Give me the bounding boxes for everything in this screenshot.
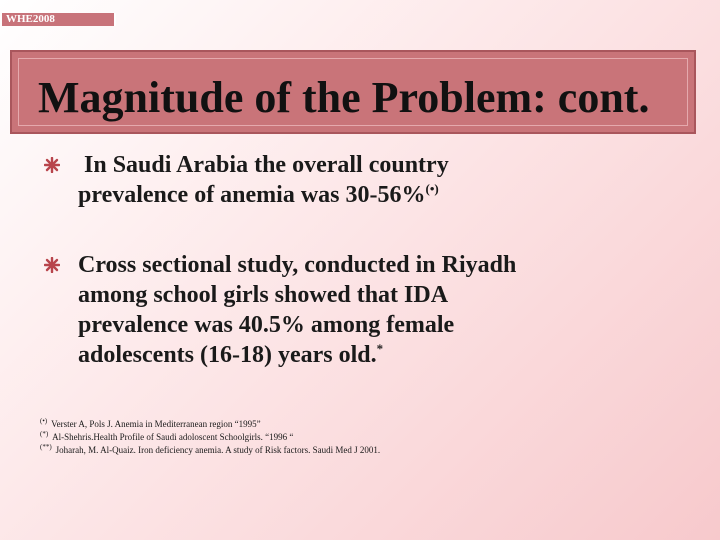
header-tag: WHE2008	[2, 13, 116, 26]
bullet-item-2	[40, 250, 680, 370]
asterisk-bullet-icon	[44, 157, 60, 173]
references	[40, 418, 380, 457]
bullet-2-line-1: Cross sectional study, conducted in Riyadh	[78, 252, 517, 278]
reference-1: (•) Verster A, Pols J. Anemia in Mediterranean region “1995”	[40, 417, 261, 429]
bullet-2-line-3: prevalence was 40.5% among female	[78, 312, 455, 338]
asterisk-bullet-icon	[44, 257, 60, 273]
bullet-item-1	[40, 150, 680, 210]
title-banner	[10, 50, 696, 134]
bullet-1-line-1: In Saudi Arabia the overall country	[84, 152, 449, 178]
slide-title: Magnitude of the Problem: cont.	[38, 73, 650, 122]
reference-2: (*) Al-Shehris.Health Profile of Saudi adoloscent Schoolgirls. “1996 “	[40, 430, 294, 442]
bullet-2-line-2: among school girls showed that IDA	[78, 282, 449, 308]
bullet-1-line-2: prevalence of anemia was 30-56%(•)	[78, 181, 439, 208]
reference-3: (**) Joharah, M. Al-Quaiz. Iron deficiency anemia. A study of Risk factors. Saudi Med J 2001.	[40, 443, 381, 455]
bullet-2-line-4: adolescents (16-18) years old.*	[78, 341, 384, 368]
bullet-2-citation: *	[376, 341, 384, 356]
bullet-list	[40, 150, 680, 410]
bullet-1-citation: (•)	[425, 181, 439, 196]
